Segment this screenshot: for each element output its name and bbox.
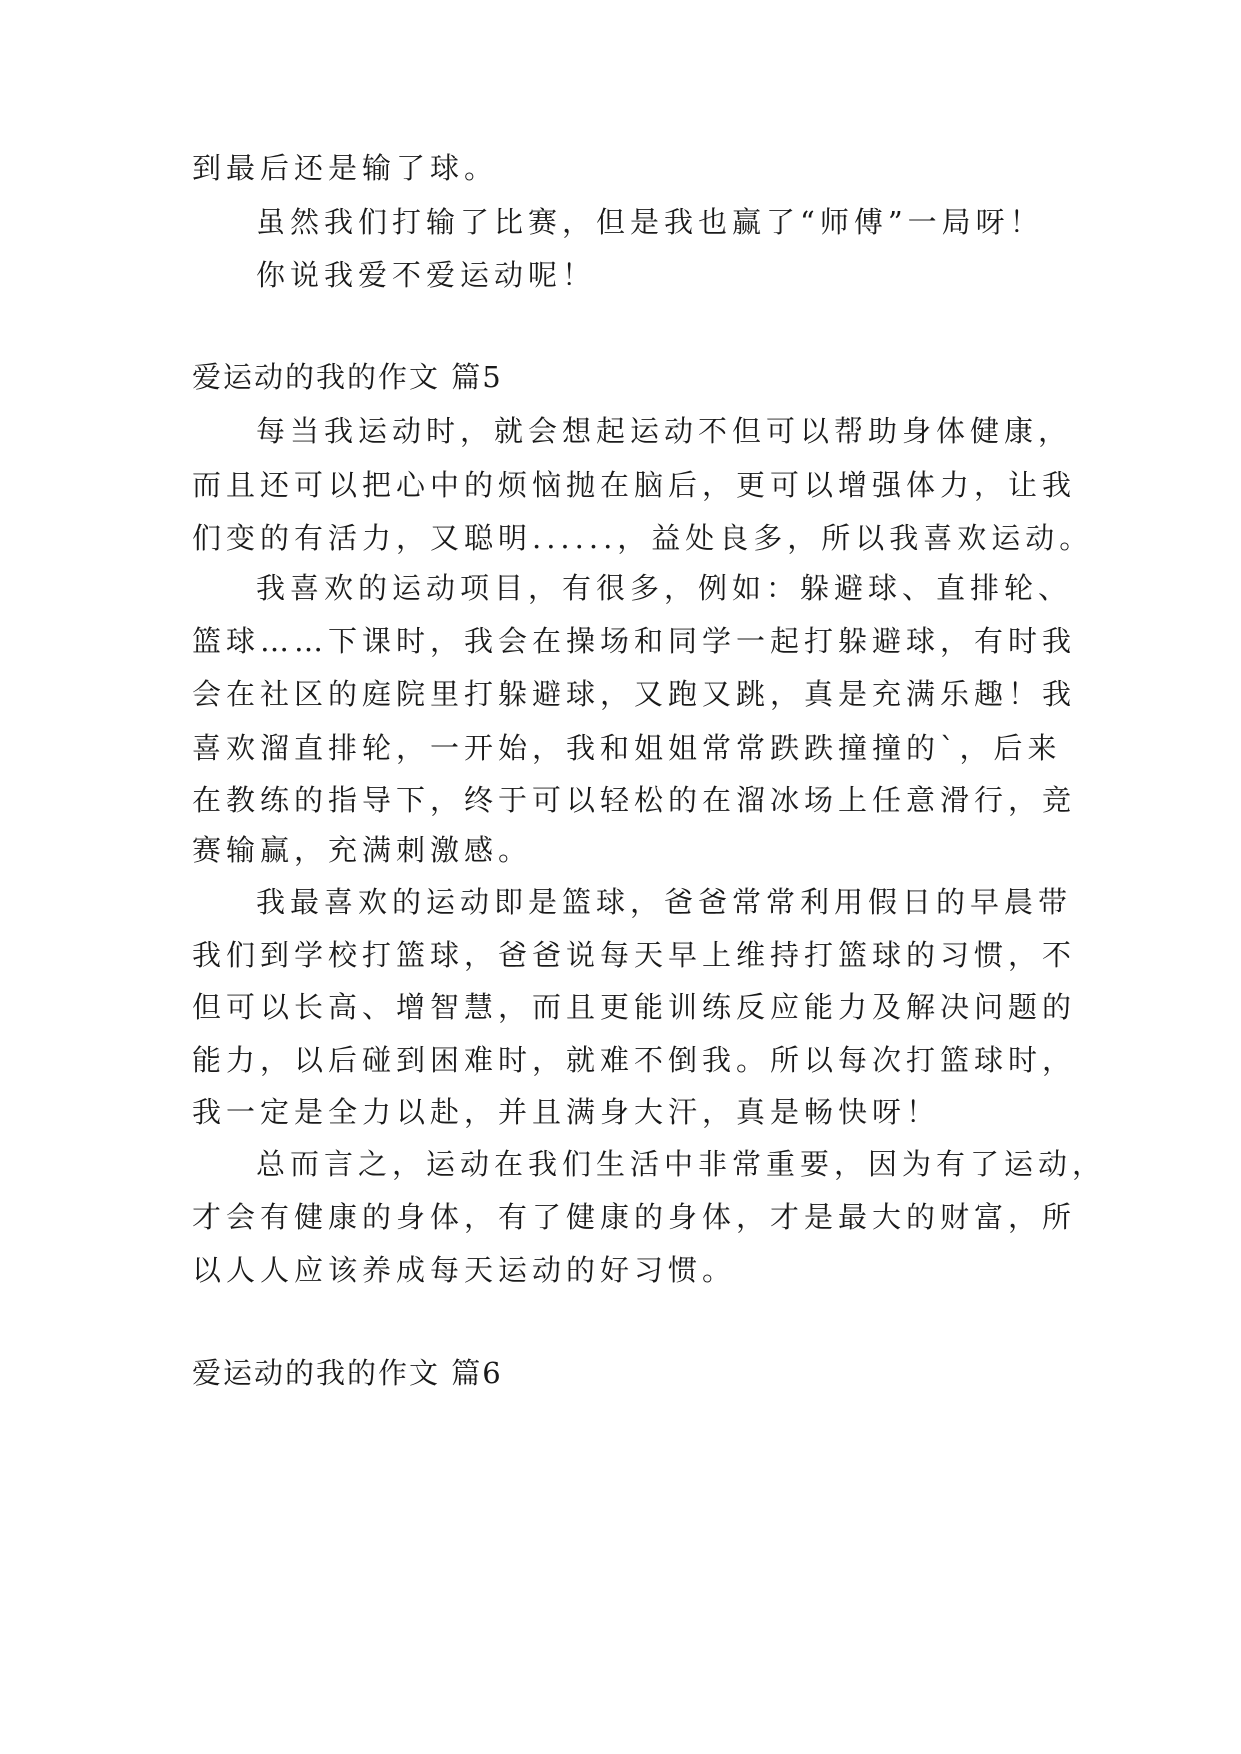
paragraph-line: 能力，以后碰到困难时，就难不倒我。所以每次打篮球时， bbox=[192, 1043, 1077, 1077]
paragraph-line: 们变的有活力，又聪明......，益处良多，所以我喜欢运动。 bbox=[192, 521, 1094, 555]
paragraph-line: 总而言之，运动在我们生活中非常重要，因为有了运动， bbox=[256, 1147, 1107, 1181]
paragraph-line: 而且还可以把心中的烦恼抛在脑后，更可以增强体力，让我 bbox=[192, 468, 1077, 502]
paragraph-line: 篮球……下课时，我会在操场和同学一起打躲避球，有时我 bbox=[192, 624, 1077, 658]
paragraph-line: 会在社区的庭院里打躲避球，又跑又跳，真是充满乐趣！我 bbox=[192, 677, 1077, 711]
paragraph-line: 但可以长高、增智慧，而且更能训练反应能力及解决问题的 bbox=[192, 990, 1077, 1024]
paragraph-line: 才会有健康的身体，有了健康的身体，才是最大的财富，所 bbox=[192, 1200, 1077, 1234]
section-heading: 爱运动的我的作文 篇5 bbox=[192, 360, 503, 394]
paragraph-line: 虽然我们打输了比赛，但是我也赢了“师傅”一局呀！ bbox=[256, 205, 1044, 239]
paragraph-line: 赛输赢，充满刺激感。 bbox=[192, 833, 533, 867]
paragraph-line: 我们到学校打篮球，爸爸说每天早上维持打篮球的习惯，不 bbox=[192, 938, 1077, 972]
section-heading: 爱运动的我的作文 篇6 bbox=[192, 1356, 503, 1390]
paragraph-line: 我喜欢的运动项目，有很多，例如：躲避球、直排轮、 bbox=[256, 571, 1073, 605]
paragraph-line: 到最后还是输了球。 bbox=[192, 151, 499, 185]
paragraph-line: 我一定是全力以赴，并且满身大汗，真是畅快呀！ bbox=[192, 1095, 941, 1129]
paragraph-line: 你说我爱不爱运动呢！ bbox=[256, 258, 597, 292]
paragraph-line: 喜欢溜直排轮，一开始，我和姐姐常常跌跌撞撞的`，后来 bbox=[192, 731, 1062, 765]
paragraph-line: 我最喜欢的运动即是篮球，爸爸常常利用假日的早晨带 bbox=[256, 885, 1073, 919]
paragraph-line: 每当我运动时，就会想起运动不但可以帮助身体健康， bbox=[256, 414, 1073, 448]
paragraph-line: 以人人应该养成每天运动的好习惯。 bbox=[192, 1253, 737, 1287]
paragraph-line: 在教练的指导下，终于可以轻松的在溜冰场上任意滑行，竞 bbox=[192, 783, 1077, 817]
